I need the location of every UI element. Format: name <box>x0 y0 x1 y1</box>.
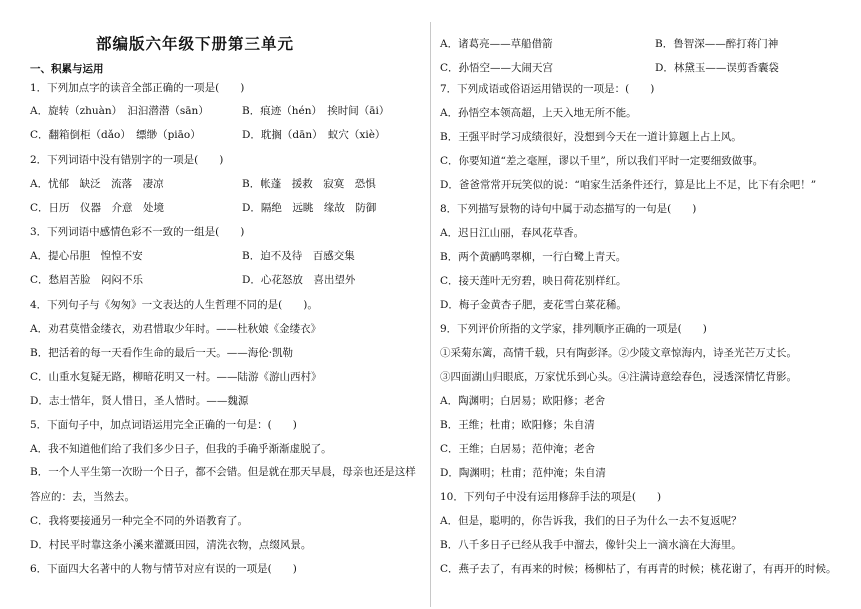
option-d: D．心花怒放 喜出望外 <box>242 274 356 286</box>
section-heading: 一、积累与运用 <box>30 63 104 75</box>
option-c: C．接天莲叶无穷碧，映日荷花别样红。 <box>440 275 627 287</box>
option-b: B．痕迹（hén） 挨时间（āi） <box>242 105 390 117</box>
option-b: B．八千多日子已经从我手中溜去，像针尖上一滴水滴在大海里。 <box>440 539 742 551</box>
option-d: D．林黛玉——误剪香囊袋 <box>655 62 779 74</box>
option-b: B．两个黄鹂鸣翠柳，一行白鹭上青天。 <box>440 251 627 263</box>
option-d: D．陶渊明；杜甫；范仲淹；朱自清 <box>440 467 606 479</box>
option-a: A．陶渊明；白居易；欧阳修；老舍 <box>440 395 606 407</box>
option-c: C．燕子去了，有再来的时候；杨柳枯了，有再青的时候；桃花谢了，有再开的时候。 <box>440 563 837 575</box>
option-b-continued: 答应的：去，当然去。 <box>30 491 135 503</box>
option-b: B．把活着的每一天看作生命的最后一天。——海伦·凯勒 <box>30 347 294 359</box>
column-divider <box>430 22 431 607</box>
option-b: B．鲁智深——醉打蒋门神 <box>655 38 779 50</box>
option-c: C．愁眉苦脸 闷闷不乐 <box>30 274 144 286</box>
option-b: B．帐蓬 援救 寂寞 恐惧 <box>242 178 376 190</box>
question-6-stem: 6．下面四大名著中的人物与情节对应有误的一项是( ) <box>30 563 297 575</box>
question-8-stem: 8．下列描写景物的诗句中属于动态描写的一句是( ) <box>440 203 697 215</box>
option-a: A．迟日江山丽，春风花草香。 <box>440 227 585 239</box>
option-c: C．山重水复疑无路，柳暗花明又一村。——陆游《游山西村》 <box>30 371 322 383</box>
option-a: A．我不知道他们给了我们多少日子，但我的手确乎渐渐虚脱了。 <box>30 443 332 455</box>
option-a: A．提心吊胆 惶惶不安 <box>30 250 143 262</box>
option-c: C．我将要接通另一种完全不同的外语教育了。 <box>30 515 249 527</box>
option-b: B．王维；杜甫；欧阳修；朱自清 <box>440 419 595 431</box>
option-d: D．耽搁（dān） 蚁穴（xiè） <box>242 129 386 141</box>
option-d: D．爸爸常常开玩笑似的说：“咱家生活条件还行，算是比上不足，比下有余吧！” <box>440 179 817 191</box>
option-a: A．孙悟空本领高超，上天入地无所不能。 <box>440 107 637 119</box>
question-9-statement-1: ①采菊东篱，高情千载，只有陶彭泽。②少陵文章惊海内，诗圣光芒万丈长。 <box>440 347 797 359</box>
option-b: B．王强平时学习成绩很好，没想到今天在一道计算题上占上风。 <box>440 131 742 143</box>
question-5-stem: 5．下面句子中，加点词语运用完全正确的一句是：( ) <box>30 419 297 431</box>
option-b: B．迫不及待 百感交集 <box>242 250 355 262</box>
question-7-stem: 7．下列成语或俗语运用错误的一项是：( ) <box>440 83 655 95</box>
option-a: A．忧郁 缺泛 流落 凄凉 <box>30 178 164 190</box>
option-d: D．志士惜年，贤人惜日，圣人惜时。——魏源 <box>30 395 249 407</box>
option-b: B．一个人平生第一次盼一个日子，都不会错。但是就在那天早晨，母亲也还是这样 <box>30 466 416 478</box>
option-a: A．旋转（zhuàn） 汩汩潜潜（sān） <box>30 105 209 117</box>
page-title: 部编版六年级下册第三单元 <box>96 35 295 53</box>
option-c: C．翻箱倒柜（dǎo） 缥缈（piāo） <box>30 129 201 141</box>
question-9-statement-2: ③四面湖山归眼底，万家忧乐到心头。④注满诗意绘春色，浸透深情忆背影。 <box>440 371 797 383</box>
question-3-stem: 3．下列词语中感情色彩不一致的一组是( ) <box>30 226 245 238</box>
question-10-stem: 10．下列句子中没有运用修辞手法的项是( ) <box>440 491 662 503</box>
option-c: C．王维；白居易；范仲淹；老舍 <box>440 443 596 455</box>
option-d: D．隔绝 远眺 缘故 防御 <box>242 202 377 214</box>
option-d: D．梅子金黄杏子肥，麦花雪白菜花稀。 <box>440 299 627 311</box>
option-c: C．你要知道“差之毫厘，谬以千里”，所以我们平时一定要细致做事。 <box>440 155 764 167</box>
option-a: A．诸葛亮——草船借箭 <box>440 38 553 50</box>
question-1-stem: 1．下列加点字的读音全部正确的一项是( ) <box>30 82 245 94</box>
option-a: A．但是，聪明的，你告诉我，我们的日子为什么一去不复返呢？ <box>440 515 742 527</box>
option-c: C．日历 仪器 介意 处境 <box>30 202 165 214</box>
question-4-stem: 4．下列句子与《匆匆》一文表达的人生哲理不同的是( )。 <box>30 299 318 311</box>
question-9-stem: 9．下列评价所指的文学家，排列顺序正确的一项是( ) <box>440 323 707 335</box>
option-d: D．村民平时靠这条小溪来灌溉田园，清洗衣物，点缀风景。 <box>30 539 312 551</box>
option-c: C．孙悟空——大闹天宫 <box>440 62 554 74</box>
option-a: A．劝君莫惜金缕衣，劝君惜取少年时。——杜秋娘《金缕衣》 <box>30 323 322 335</box>
question-2-stem: 2．下列词语中没有错别字的一项是( ) <box>30 154 224 166</box>
